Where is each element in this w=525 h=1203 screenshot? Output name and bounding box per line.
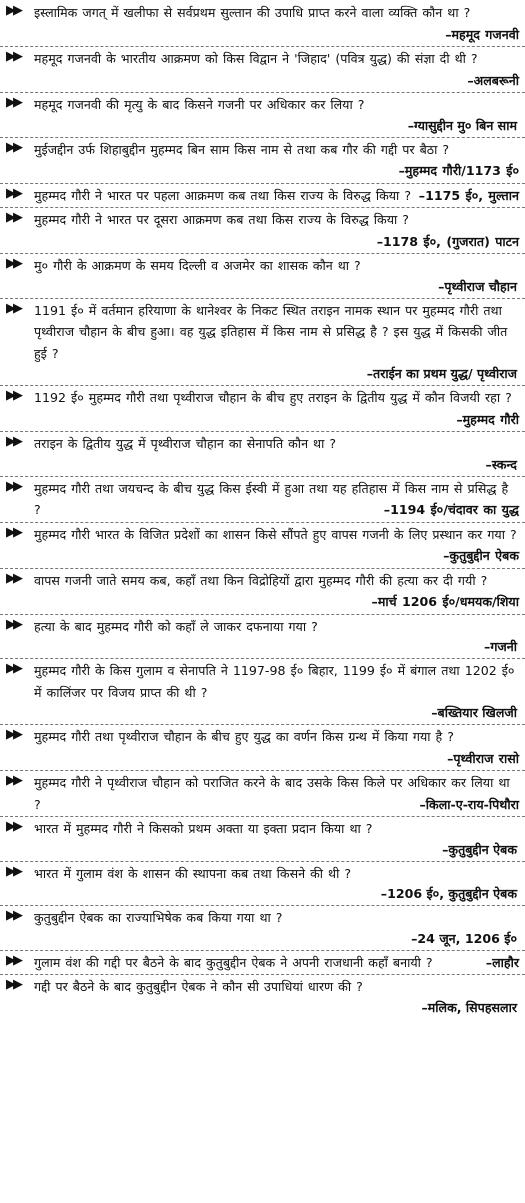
- question-text-body: गुलाम वंश की गद्दी पर बैठने के बाद कुतुबुद्दीन ऐबक ने अपनी राजधानी कहाँ बनायी ?: [34, 954, 433, 970]
- question-text: भारत में मुहम्मद गौरी ने किसको प्रथम अक्ता या इक्ता प्रदान किया था ?: [34, 821, 373, 836]
- item-divider: [0, 522, 525, 523]
- question-text: महमूद गजनवी की मृत्यु के बाद किसने गजनी पर अधिकार कर लिया ?: [34, 97, 365, 112]
- answer-text: –लाहौर: [485, 954, 519, 970]
- item-divider: [0, 905, 525, 906]
- item-divider: [0, 476, 525, 477]
- answer-text: –1178 ई०, (गुजरात) पाटन: [376, 233, 519, 249]
- question-text: [34, 387, 519, 427]
- question-text: [34, 524, 519, 563]
- answer-text: –महमूद गजनवी: [445, 26, 519, 42]
- double-arrow-bullet-icon: ▶▶: [6, 952, 20, 968]
- question-text: गद्दी पर बैठने के बाद कुतुबुद्दीन ऐबक ने कौन सी उपाधियां धारण की ?: [34, 979, 363, 994]
- answer-text: –1194 ई०/चंदावर का युद्ध: [383, 502, 519, 517]
- answer-text: –मुहम्मद गौरी/1173 ई०: [398, 163, 519, 178]
- question-text-body: महमूद गजनवी के भारतीय आक्रमण को किस विद्वान ने 'जिहाद' (पवित्र युद्ध) की संज्ञा दी थी ?: [34, 51, 478, 66]
- double-arrow-bullet-icon: ▶▶: [6, 434, 20, 449]
- qa-item: [0, 976, 525, 1018]
- question-text: [34, 48, 519, 88]
- question-text: [34, 952, 519, 974]
- qa-item: [0, 2, 525, 45]
- item-divider: [0, 298, 525, 299]
- item-divider: [0, 431, 525, 432]
- question-text-body: वापस गजनी जाते समय कब, कहाँ तथा किन विद्रोहियों द्वारा मुहम्मद गौरी की हत्या कर दी गयी ?: [34, 572, 488, 588]
- question-text: [34, 478, 519, 521]
- item-divider: [0, 658, 525, 659]
- question-text-body: मुहम्मद गौरी भारत के विजित प्रदेशों का शासन किसे सौंपते हुए वापस गजनी के लिए प्रस्थान कर गया ?: [34, 526, 517, 542]
- answer-text: –पृथ्वीराज रासो: [447, 750, 519, 766]
- double-arrow-bullet-icon: ▶▶: [6, 819, 20, 834]
- qa-item: [0, 433, 525, 475]
- double-arrow-bullet-icon: ▶▶: [6, 3, 20, 18]
- question-text: हत्या के बाद मुहम्मद गौरी को कहाँ ले जाकर दफनाया गया ?: [34, 618, 318, 634]
- qa-item: [0, 139, 525, 182]
- item-divider: [0, 816, 525, 817]
- question-text: तराइन के द्वितीय युद्ध में पृथ्वीराज चौहान का सेनापति कौन था ?: [34, 436, 337, 451]
- answer-text: –गजनी: [484, 639, 517, 654]
- answer-text: –किला-ए-राय-पिथौरा: [419, 796, 519, 812]
- double-arrow-bullet-icon: ▶▶: [6, 256, 20, 271]
- answer-text: –मुहम्मद गौरी: [456, 411, 519, 427]
- answer-text: –बख्तियार खिलजी: [431, 705, 517, 720]
- qa-item: [0, 478, 525, 521]
- double-arrow-bullet-icon: ▶▶: [6, 570, 20, 586]
- qa-item: [0, 772, 525, 815]
- double-arrow-bullet-icon: ▶▶: [6, 727, 20, 742]
- answer-text: –अलबरूनी: [467, 72, 519, 88]
- question-text-body: इस्लामिक जगत् में खलीफा से सर्वप्रथम सुल्तान की उपाधि प्राप्त करने वाला व्यक्ति कौन था ?: [34, 5, 471, 20]
- item-divider: [0, 385, 525, 386]
- item-divider: [0, 137, 525, 138]
- double-arrow-bullet-icon: ▶▶: [6, 863, 20, 879]
- question-text-body: 1192 ई० मुहम्मद गौरी तथा पृथ्वीराज चौहान के बीच हुए तराइन के द्वितीय युद्ध में कौन विजयी रहा ?: [34, 390, 512, 405]
- question-text: 1191 ई० में वर्तमान हरियाणा के थानेश्वर के निकट स्थित तराइन नामक स्थान पर मुहम्मद गौरी तथा पृथ्वीराज चौहान के बीच हुआ। वह युद्ध इतिहास में किस नाम से प्रसिद्ध है ? इस युद्ध में किसकी जीत हुई ?: [34, 302, 508, 361]
- item-divider: [0, 861, 525, 862]
- answer-text: –1206 ई०, कुतुबुद्दीन ऐबक: [380, 886, 517, 901]
- double-arrow-bullet-icon: ▶▶: [6, 300, 20, 316]
- question-text: [34, 185, 519, 207]
- item-divider: [0, 724, 525, 725]
- question-text-body: मुहम्मद गौरी तथा जयचन्द के बीच युद्ध किस ईस्वी में हुआ तथा यह हतिहास में किस नाम से प्रसिद्ध है ?: [34, 480, 509, 517]
- double-arrow-bullet-icon: ▶▶: [6, 49, 20, 64]
- double-arrow-bullet-icon: ▶▶: [6, 185, 20, 201]
- qa-item: [0, 818, 525, 860]
- double-arrow-bullet-icon: ▶▶: [6, 773, 20, 788]
- question-text: [34, 2, 519, 42]
- answer-text: –मार्च 1206 ई०/धमयक/शिया: [371, 594, 519, 609]
- qa-item: [0, 300, 525, 385]
- item-divider: [0, 568, 525, 569]
- qa-item: [0, 209, 525, 252]
- double-arrow-bullet-icon: ▶▶: [6, 139, 20, 155]
- answer-text: –ग्यासुद्दीन मु० बिन साम: [407, 117, 517, 133]
- item-divider: [0, 92, 525, 93]
- answer-text: –तराईन का प्रथम युद्ध/ पृथ्वीराज: [366, 366, 517, 381]
- question-text: [34, 726, 519, 766]
- double-arrow-bullet-icon: ▶▶: [6, 524, 20, 540]
- item-divider: [0, 207, 525, 208]
- question-text: [34, 209, 519, 249]
- qa-item: [0, 952, 525, 974]
- item-divider: [0, 183, 525, 184]
- double-arrow-bullet-icon: ▶▶: [6, 661, 20, 676]
- question-text-body: मुहम्मद गौरी ने भारत पर पहला आक्रमण कब तथा किस राज्य के विरुद्ध किया ?: [34, 187, 412, 203]
- qa-item: [0, 94, 525, 136]
- question-text: भारत में गुलाम वंश के शासन की स्थापना कब तथा किसने की थी ?: [34, 865, 352, 881]
- answer-text: –पृथ्वीराज चौहान: [438, 278, 517, 294]
- qa-item: [0, 726, 525, 769]
- double-arrow-bullet-icon: ▶▶: [6, 388, 20, 403]
- question-text: मु० गौरी के आक्रमण के समय दिल्ली व अजमेर का शासक कौन था ?: [34, 258, 361, 273]
- question-text: मुहम्मद गौरी के किस गुलाम व सेनापति ने 1197-98 ई० बिहार, 1199 ई० में बंगाल तथा 1202 ई० में कालिंजर पर विजय प्राप्त की थी ?: [34, 663, 515, 700]
- question-text: [34, 570, 519, 609]
- double-arrow-bullet-icon: ▶▶: [6, 478, 20, 494]
- double-arrow-bullet-icon: ▶▶: [6, 977, 20, 992]
- answer-text: –कुतुबुद्दीन ऐबक: [442, 841, 517, 857]
- answer-text: –स्कन्द: [485, 456, 517, 472]
- item-divider: [0, 770, 525, 771]
- item-divider: [0, 614, 525, 615]
- question-text: कुतुबुद्दीन ऐबक का राज्याभिषेक कब किया गया था ?: [34, 910, 283, 925]
- double-arrow-bullet-icon: ▶▶: [6, 210, 20, 225]
- question-text-body: मुहम्मद गौरी ने भारत पर दूसरा आक्रमण कब तथा किस राज्य के विरुद्ध किया ?: [34, 212, 409, 227]
- qa-item: [0, 255, 525, 297]
- qa-item: [0, 907, 525, 949]
- qa-item: [0, 387, 525, 430]
- qa-item: [0, 570, 525, 613]
- item-divider: [0, 974, 525, 975]
- item-divider: [0, 46, 525, 47]
- qa-item: [0, 48, 525, 91]
- qa-item: [0, 185, 525, 207]
- double-arrow-bullet-icon: ▶▶: [6, 95, 20, 110]
- item-divider: [0, 253, 525, 254]
- item-divider: [0, 950, 525, 951]
- answer-text: –1175 ई०, मुल्तान: [418, 187, 519, 203]
- answer-text: –मलिक, सिपहसलार: [421, 999, 517, 1015]
- question-text: [34, 139, 519, 178]
- qa-item: [0, 660, 525, 723]
- qa-item: [0, 863, 525, 905]
- question-text: [34, 772, 519, 815]
- question-text-body: मुईजद्दीन उर्फ शिहाबुद्दीन मुहम्मद बिन साम किस नाम से तथा कब गौर की गद्दी पर बैठा ?: [34, 141, 450, 157]
- answer-text: –24 जून, 1206 ई०: [411, 930, 517, 946]
- answer-text: –कुतुबुद्दीन ऐबक: [443, 548, 519, 563]
- double-arrow-bullet-icon: ▶▶: [6, 908, 20, 923]
- qa-item: [0, 524, 525, 567]
- question-text-body: मुहम्मद गौरी ने पृथ्वीराज चौहान को पराजित करने के बाद उसके किस किले पर अधिकार कर लिया था ?: [34, 775, 510, 812]
- double-arrow-bullet-icon: ▶▶: [6, 616, 20, 632]
- question-text-body: मुहम्मद गौरी तथा पृथ्वीराज चौहान के बीच हुए युद्ध का वर्णन किस ग्रन्थ में किया गया है ?: [34, 729, 454, 744]
- qa-item: [0, 616, 525, 658]
